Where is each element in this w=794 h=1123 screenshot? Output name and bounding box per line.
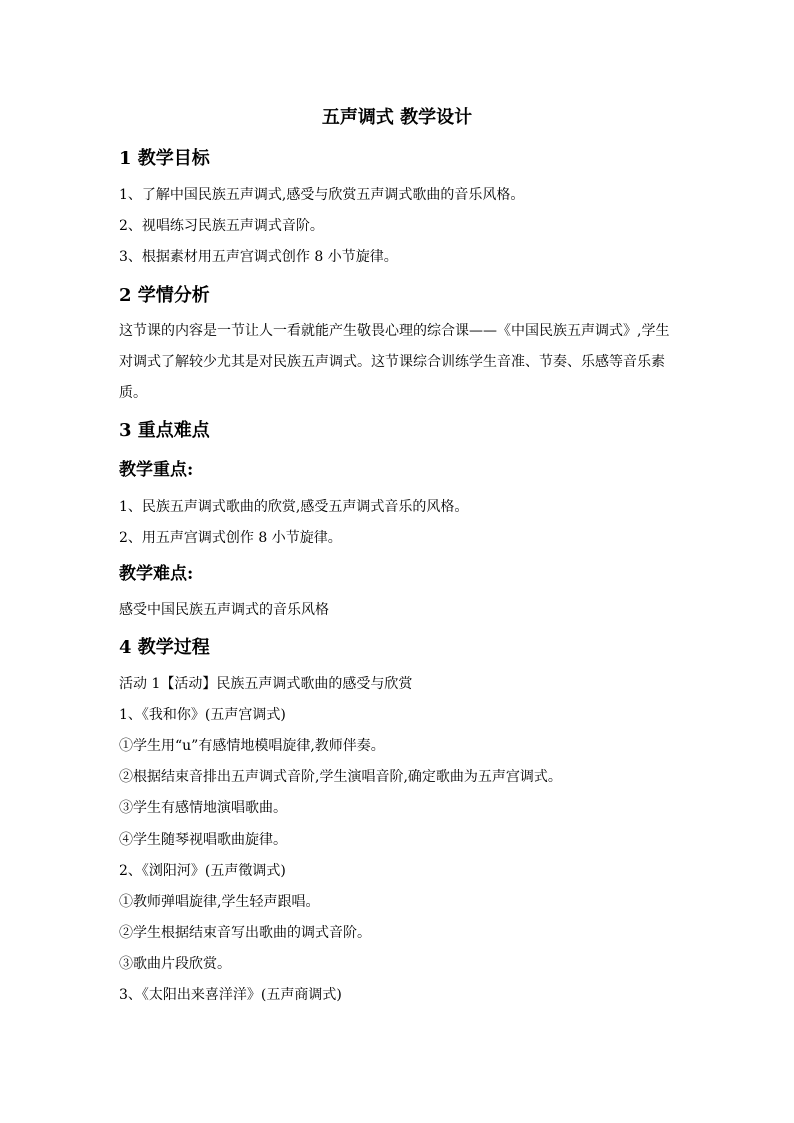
- process-line: ①学生用“u”有感情地模唱旋律,教师伴奏。: [119, 738, 385, 754]
- objective-item: 3、根据素材用五声宫调式创作 8 小节旋律。: [119, 249, 398, 265]
- process-line: ②根据结束音排出五声调式音阶,学生演唱音阶,确定歌曲为五声宫调式。: [119, 769, 562, 785]
- analysis-line: 质。: [119, 385, 147, 401]
- section-heading-analysis: 2 学情分析: [119, 285, 210, 306]
- process-line: ①教师弹唱旋律,学生轻声跟唱。: [119, 894, 320, 910]
- objective-item: 2、视唱练习民族五声调式音阶。: [119, 218, 324, 234]
- process-line: ②学生根据结束音写出歌曲的调式音阶。: [119, 925, 371, 941]
- process-line: 1、《我和你》(五声宫调式): [119, 707, 286, 723]
- process-line: 活动 1【活动】民族五声调式歌曲的感受与欣赏: [119, 676, 413, 692]
- section-heading-objectives: 1 教学目标: [119, 148, 210, 169]
- section-heading-key-points: 3 重点难点: [119, 420, 210, 441]
- key-point-item: 2、用五声宫调式创作 8 小节旋律。: [119, 530, 342, 546]
- process-line: ③学生有感情地演唱歌曲。: [119, 800, 287, 816]
- analysis-line: 这节课的内容是一节让人一看就能产生敬畏心理的综合课——《中国民族五声调式》,学生: [119, 323, 670, 339]
- analysis-line: 对调式了解较少尤其是对民族五声调式。这节课综合训练学生音准、节奏、乐感等音乐素: [119, 354, 665, 370]
- objective-item: 1、了解中国民族五声调式,感受与欣赏五声调式歌曲的音乐风格。: [119, 187, 525, 203]
- key-point-item: 1、民族五声调式歌曲的欣赏,感受五声调式音乐的风格。: [119, 499, 469, 515]
- subheading-key-points: 教学重点:: [119, 460, 194, 480]
- difficulty-text: 感受中国民族五声调式的音乐风格: [119, 602, 329, 618]
- process-line: 2、《浏阳河》(五声徵调式): [119, 863, 286, 879]
- document-title: 五声调式 教学设计: [321, 107, 473, 128]
- section-heading-process: 4 教学过程: [119, 637, 210, 658]
- subheading-difficulties: 教学难点:: [119, 564, 194, 584]
- process-line: ④学生随琴视唱歌曲旋律。: [119, 832, 287, 848]
- process-line: 3、《太阳出来喜洋洋》(五声商调式): [119, 987, 342, 1003]
- process-line: ③歌曲片段欣赏。: [119, 956, 231, 972]
